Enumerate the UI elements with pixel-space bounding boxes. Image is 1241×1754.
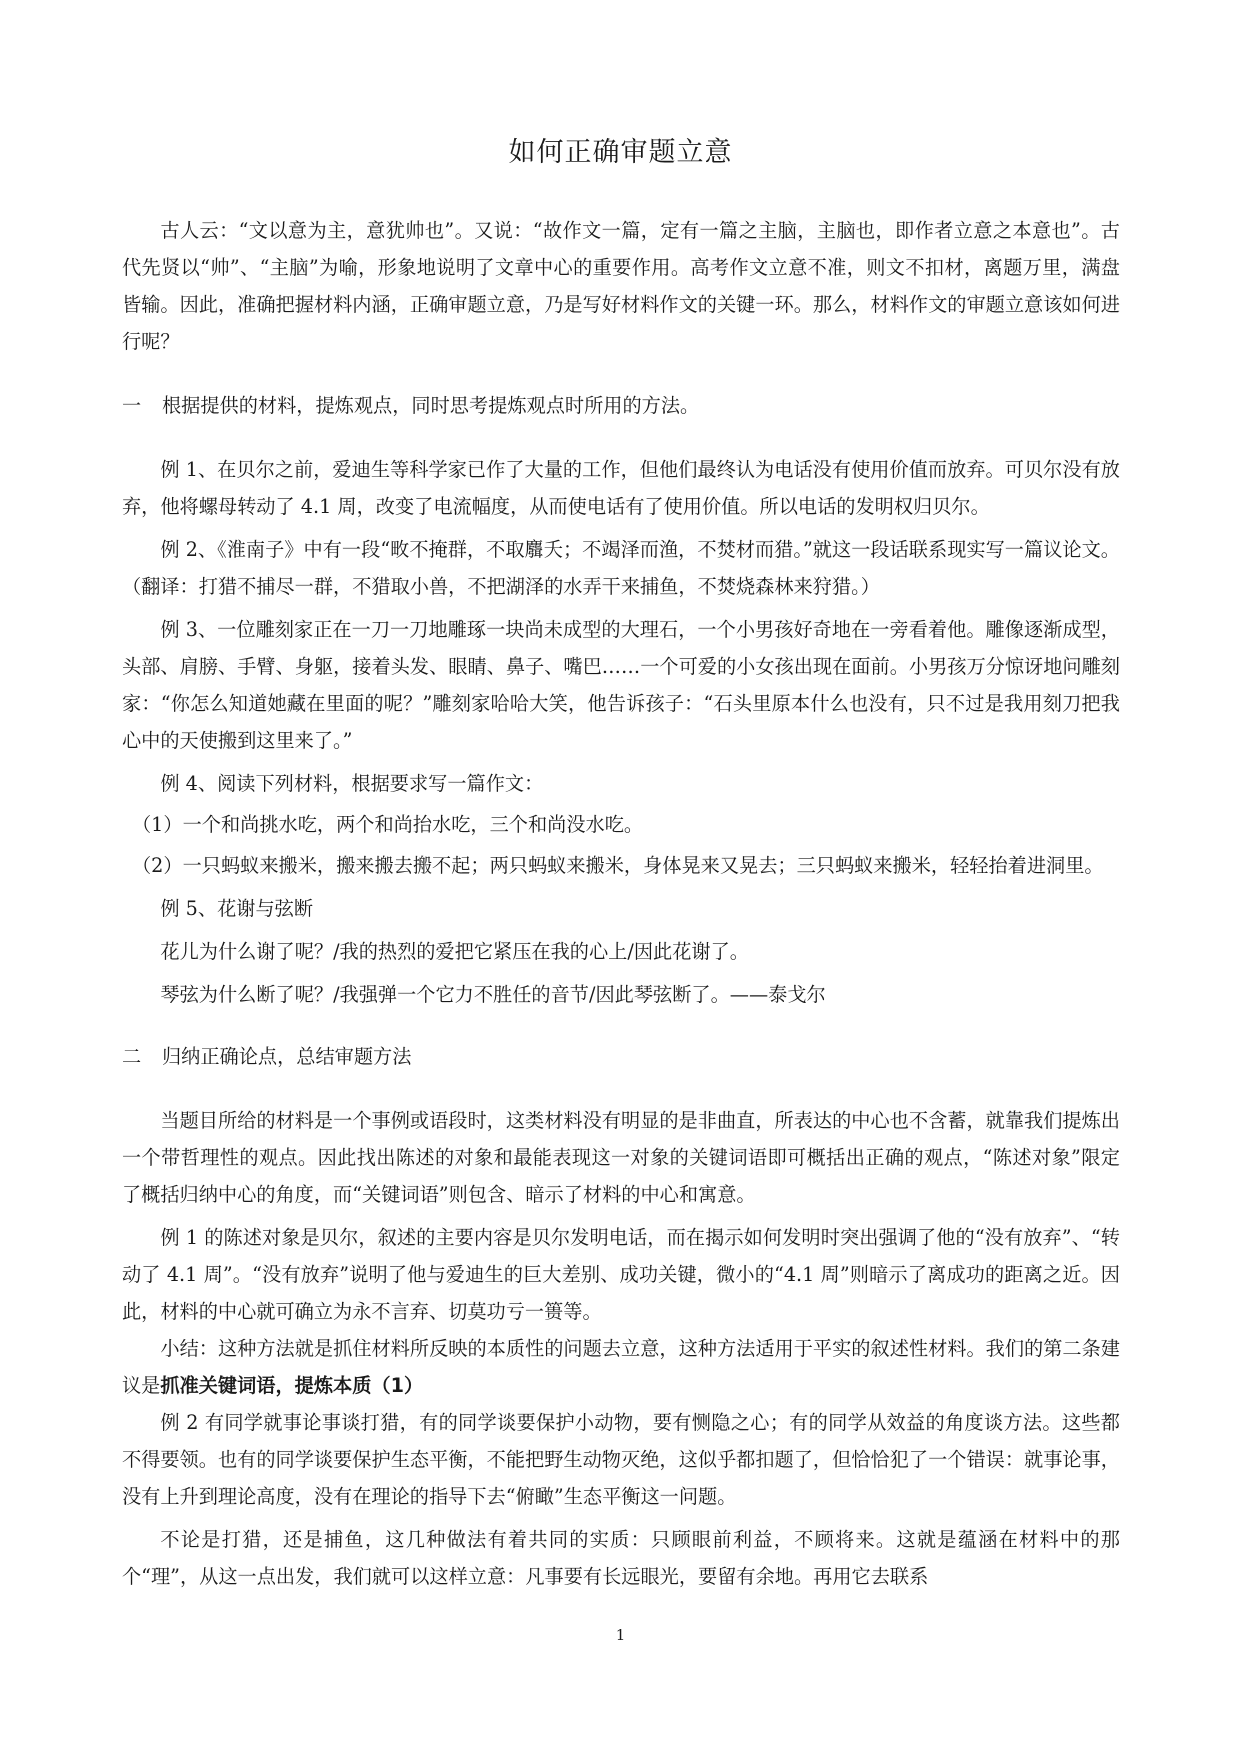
poem-line-1: 花儿为什么谢了呢？/我的热烈的爱把它紧压在我的心上/因此花谢了。 bbox=[160, 940, 749, 963]
example-4-item-2-number: （2） bbox=[132, 854, 183, 877]
intro-paragraph: 古人云：“文以意为主，意犹帅也”。又说：“故作文一篇，定有一篇之主脑，主脑也，即作者立意之本意也”。古代先贤以“帅”、“主脑”为喻，形象地说明了文章中心的重要作用。高考作文立意不准，则文不扣材，离题万里，满盘皆输。因此，准确把握材料内涵，正确审题立意，乃是写好材料作文的关键一环。那么，材料作文的审题立意该如何进行呢？ bbox=[122, 219, 1120, 353]
page-number: 1 bbox=[615, 1626, 626, 1644]
poem-line-2: 琴弦为什么断了呢？/我强弹一个它力不胜任的音节/因此琴弦断了。——泰戈尔 bbox=[160, 983, 826, 1006]
section-2-paragraph-2: 例 1 的陈述对象是贝尔，叙述的主要内容是贝尔发明电话，而在揭示如何发明时突出强调了他的“没有放弃”、“转动了 4.1 周”。“没有放弃”说明了他与爱迪生的巨大差别、成功关键，微小的“4.1 周”则暗示了离成功的距离之近。因此，材料的中心就可确立为永不言弃、切莫功亏一篑等。 bbox=[122, 1226, 1120, 1323]
section-number-1: 一 bbox=[122, 394, 142, 417]
section-heading-2 bbox=[122, 1038, 1120, 1075]
section-heading-1-text: 根据提供的材料，提炼观点，同时思考提炼观点时所用的方法。 bbox=[162, 394, 700, 417]
section-number-2: 二 bbox=[122, 1045, 142, 1068]
example-4-item-2-text: 一只蚂蚁来搬米，搬来搬去搬不起；两只蚂蚁来搬米，身体晃来又晃去；三只蚂蚁来搬米，轻轻抬着进洞里。 bbox=[182, 854, 1104, 877]
example-3: 例 3、一位雕刻家正在一刀一刀地雕琢一块尚未成型的大理石，一个小男孩好奇地在一旁看着他。雕像逐渐成型，头部、肩膀、手臂、身躯，接着头发、眼睛、鼻子、嘴巴……一个可爱的小女孩出现在面前。小男孩万分惊讶地问雕刻家：“你怎么知道她藏在里面的呢？”雕刻家哈哈大笑，他告诉孩子：“石头里原本什么也没有，只不过是我用刻刀把我心中的天使搬到这里来了。” bbox=[122, 618, 1120, 752]
section-2-paragraph-4: 例 2 有同学就事论事谈打猎，有的同学谈要保护小动物，要有恻隐之心；有的同学从效益的角度谈方法。这些都不得要领。也有的同学谈要保护生态平衡，不能把野生动物灭绝，这似乎都扣题了，但恰恰犯了一个错误：就事论事，没有上升到理论高度，没有在理论的指导下去“俯瞰”生态平衡这一问题。 bbox=[122, 1411, 1120, 1508]
example-4-item-2 bbox=[122, 847, 1120, 884]
example-4-item-1: （1）一个和尚挑水吃，两个和尚抬水吃，三个和尚没水吃。 bbox=[132, 813, 644, 836]
example-2: 例 2、《淮南子》中有一段“畋不掩群，不取麛夭；不竭泽而渔，不焚材而猎。”就这一段话联系现实写一篇议论文。（翻译：打猎不捕尽一群，不猎取小兽，不把湖泽的水弄干来捕鱼，不焚烧森林来狩猎。） bbox=[122, 538, 1120, 598]
example-1: 例 1、在贝尔之前，爱迪生等科学家已作了大量的工作，但他们最终认为电话没有使用价值而放弃。可贝尔没有放弃，他将螺母转动了 4.1 周，改变了电流幅度，从而使电话有了使用价值。所以电话的发明权归贝尔。 bbox=[122, 458, 1120, 518]
section-2-paragraph-1: 当题目所给的材料是一个事例或语段时，这类材料没有明显的是非曲直，所表达的中心也不含蓄，就靠我们提炼出一个带哲理性的观点。因此找出陈述的对象和最能表现这一对象的关键词语即可概括出正确的观点，“陈述对象”限定了概括归纳中心的角度，而“关键词语”则包含、暗示了材料的中心和寓意。 bbox=[122, 1109, 1120, 1206]
section-2-summary bbox=[122, 1330, 1120, 1404]
summary-text: 小结：这种方法就是抓住材料所反映的本质性的问题去立意，这种方法适用于平实的叙述性材料。我们的第二条建议是 bbox=[122, 1337, 1120, 1397]
page-title: 如何正确审题立意 bbox=[508, 137, 733, 168]
section-heading-1 bbox=[122, 387, 1120, 424]
document-body bbox=[122, 212, 1120, 1595]
example-4: 例 4、阅读下列材料，根据要求写一篇作文： bbox=[160, 772, 544, 795]
section-heading-2-text: 归纳正确论点，总结审题方法 bbox=[162, 1045, 412, 1068]
summary-bold-text: 抓准关键词语，提炼本质（1） bbox=[160, 1374, 424, 1397]
example-5: 例 5、花谢与弦断 bbox=[160, 897, 314, 920]
section-2-paragraph-5: 不论是打猎，还是捕鱼，这几种做法有着共同的实质：只顾眼前利益，不顾将来。这就是蕴涵在材料中的那个“理”，从这一点出发，我们就可以这样立意：凡事要有长远眼光，要留有余地。再用它去联系 bbox=[122, 1528, 1120, 1588]
